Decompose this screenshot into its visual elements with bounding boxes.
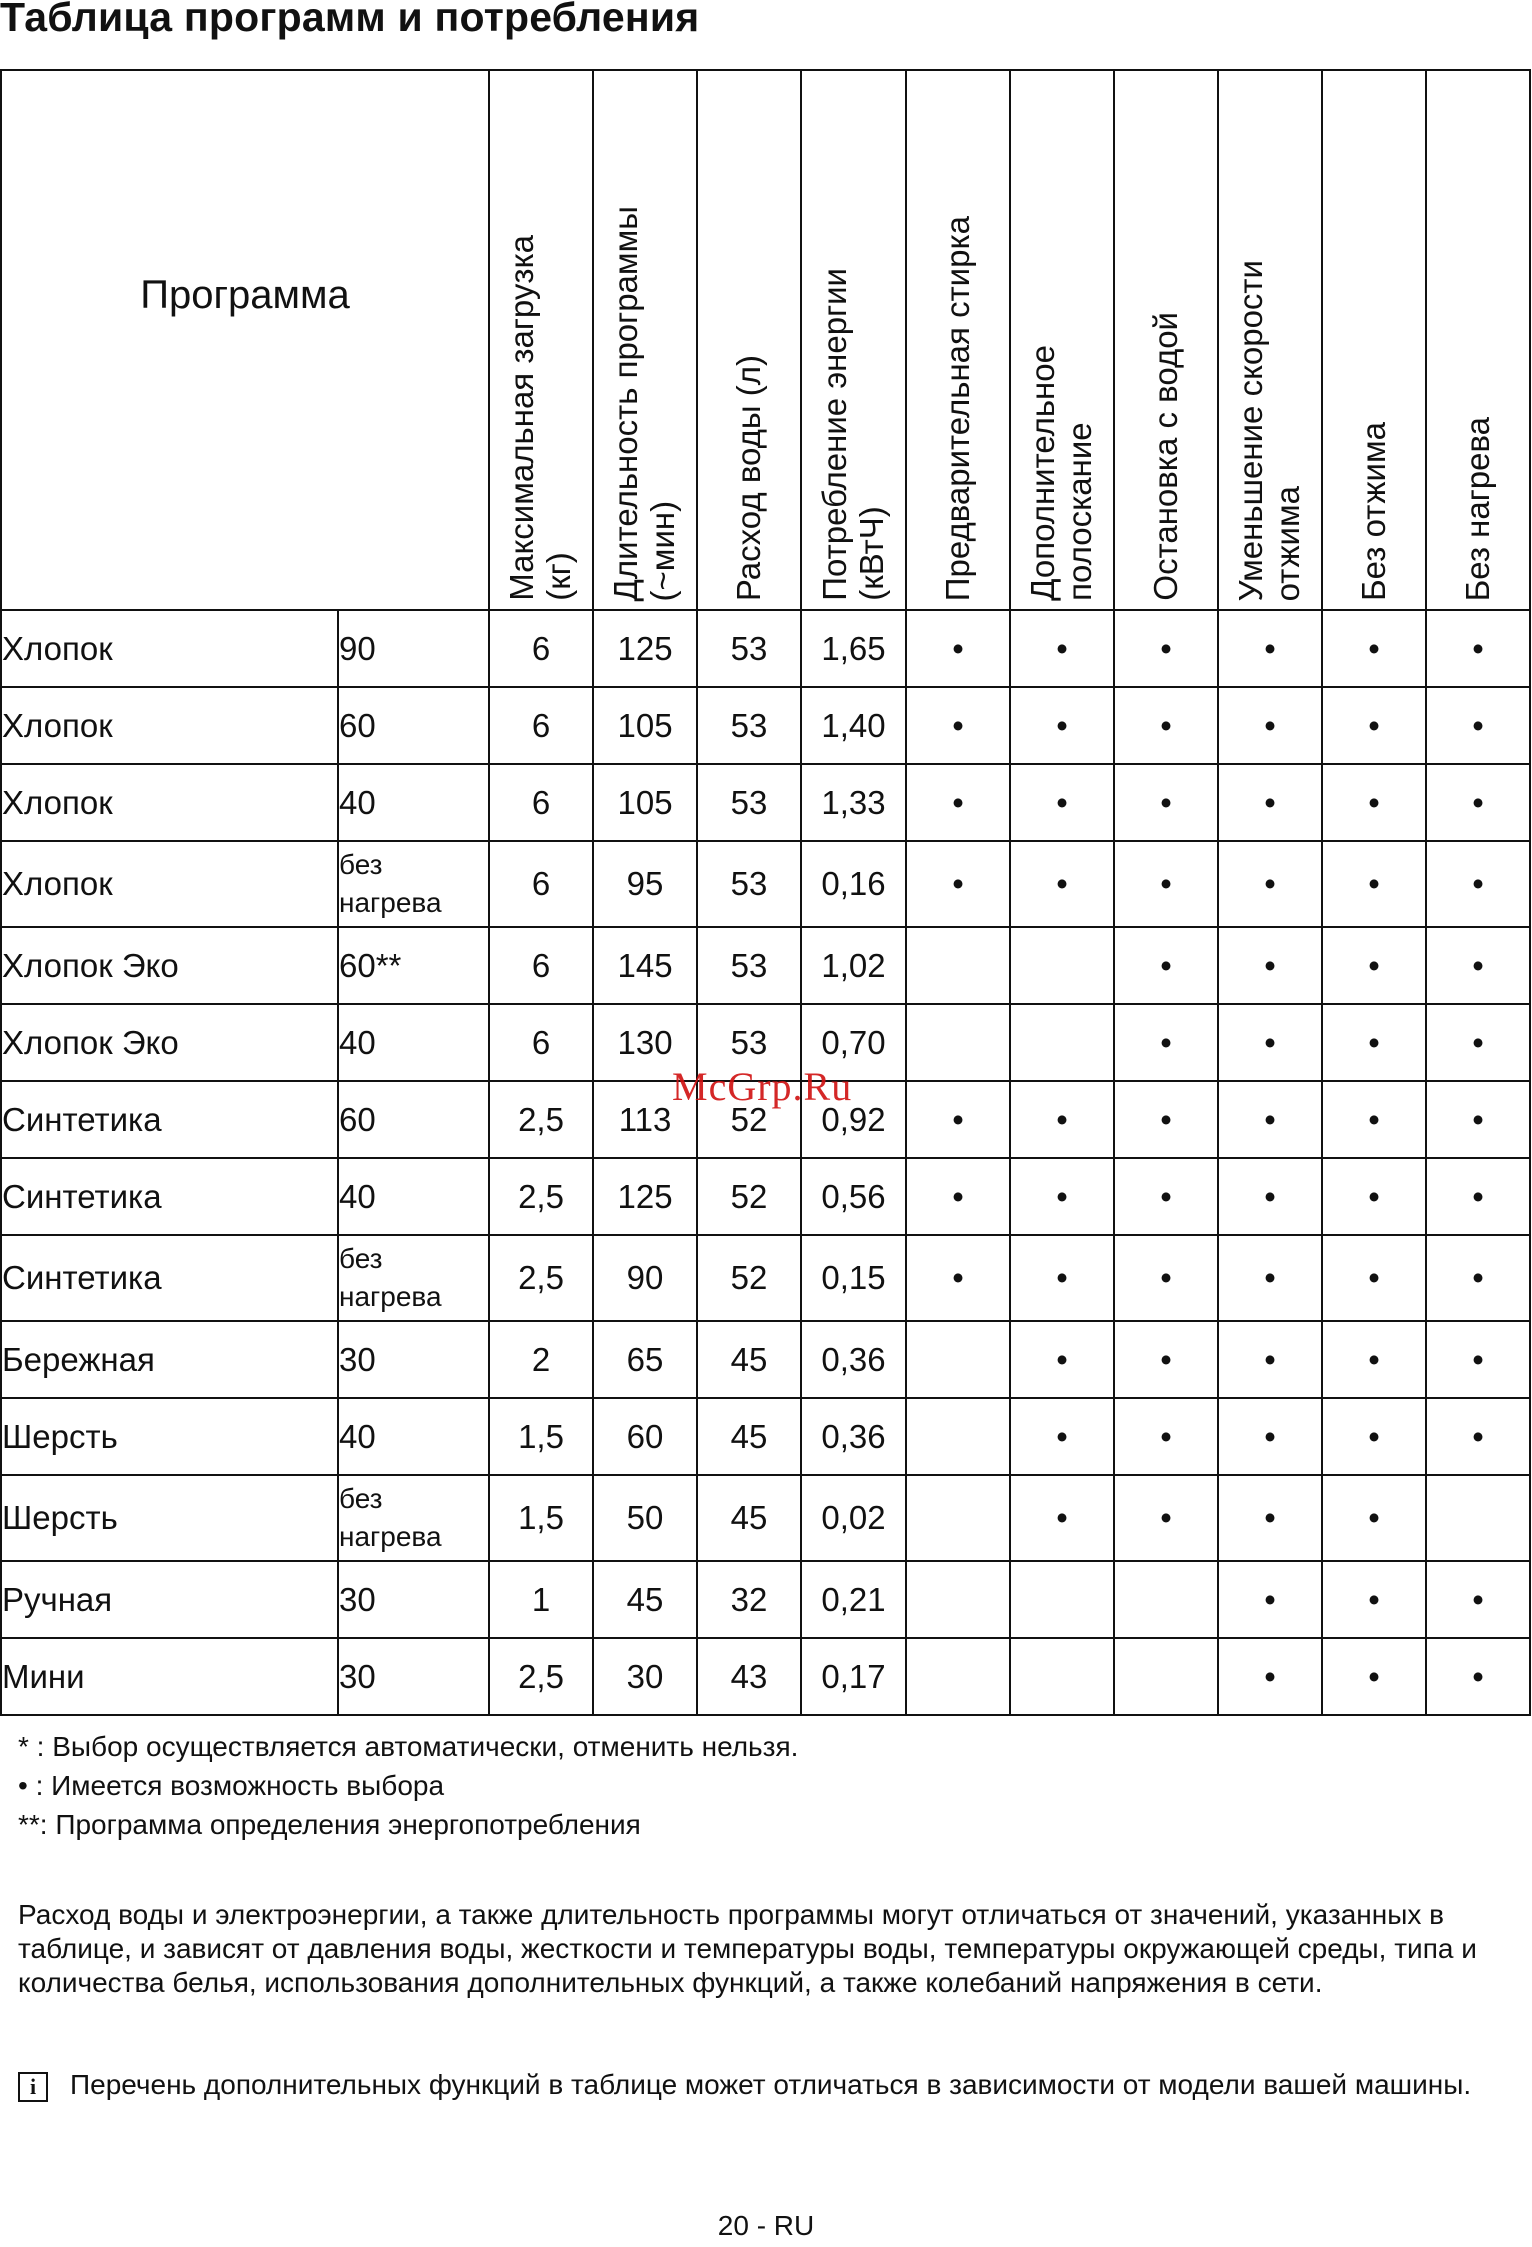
column-header: Остановка с водой bbox=[1114, 70, 1218, 610]
table-header-row bbox=[1, 70, 1530, 610]
option-cell: • bbox=[1218, 1561, 1322, 1638]
water-cell: 53 bbox=[697, 927, 801, 1004]
load-cell: 2,5 bbox=[489, 1235, 593, 1321]
option-cell: • bbox=[1322, 1398, 1426, 1475]
energy-cell: 0,15 bbox=[801, 1235, 906, 1321]
option-cell: • bbox=[1218, 841, 1322, 927]
option-cell: • bbox=[1114, 1158, 1218, 1235]
option-cell: • bbox=[1426, 1321, 1530, 1398]
program-name-cell: Хлопок bbox=[1, 764, 338, 841]
load-cell: 6 bbox=[489, 610, 593, 687]
option-cell: • bbox=[1010, 610, 1114, 687]
option-cell: • bbox=[1322, 1158, 1426, 1235]
energy-cell: 0,36 bbox=[801, 1321, 906, 1398]
info-note bbox=[18, 2068, 1490, 2102]
table-row bbox=[1, 1235, 1530, 1321]
option-cell: • bbox=[906, 1235, 1010, 1321]
temperature-cell: без нагрева bbox=[338, 1235, 489, 1321]
table-row bbox=[1, 1561, 1530, 1638]
option-cell: • bbox=[1218, 927, 1322, 1004]
temperature-cell: 40 bbox=[338, 1398, 489, 1475]
option-cell: • bbox=[1010, 1081, 1114, 1158]
option-cell: • bbox=[1218, 1321, 1322, 1398]
option-cell: • bbox=[1114, 841, 1218, 927]
water-cell: 52 bbox=[697, 1235, 801, 1321]
option-cell: • bbox=[1322, 841, 1426, 927]
option-cell: • bbox=[906, 610, 1010, 687]
option-cell bbox=[1114, 1561, 1218, 1638]
table-row bbox=[1, 841, 1530, 927]
program-name-cell: Хлопок bbox=[1, 841, 338, 927]
column-header: Длительность программы (~мин) bbox=[593, 70, 697, 610]
duration-cell: 145 bbox=[593, 927, 697, 1004]
temperature-cell: 40 bbox=[338, 764, 489, 841]
program-name-cell: Синтетика bbox=[1, 1158, 338, 1235]
water-cell: 45 bbox=[697, 1321, 801, 1398]
temperature-cell: 30 bbox=[338, 1638, 489, 1715]
table-row bbox=[1, 1158, 1530, 1235]
option-cell: • bbox=[1322, 1638, 1426, 1715]
duration-cell: 65 bbox=[593, 1321, 697, 1398]
option-cell: • bbox=[1218, 610, 1322, 687]
option-cell bbox=[906, 927, 1010, 1004]
program-name-cell: Синтетика bbox=[1, 1081, 338, 1158]
energy-cell: 0,70 bbox=[801, 1004, 906, 1081]
energy-cell: 1,02 bbox=[801, 927, 906, 1004]
option-cell: • bbox=[1114, 1475, 1218, 1561]
duration-cell: 30 bbox=[593, 1638, 697, 1715]
temperature-cell: 60** bbox=[338, 927, 489, 1004]
option-cell: • bbox=[1010, 841, 1114, 927]
load-cell: 1 bbox=[489, 1561, 593, 1638]
table-row bbox=[1, 927, 1530, 1004]
temperature-cell: без нагрева bbox=[338, 841, 489, 927]
load-cell: 6 bbox=[489, 764, 593, 841]
option-cell: • bbox=[1426, 1158, 1530, 1235]
option-cell: • bbox=[1426, 841, 1530, 927]
option-cell: • bbox=[1218, 1475, 1322, 1561]
page-title: Таблица программ и потребления bbox=[0, 0, 700, 40]
option-cell: • bbox=[1218, 1398, 1322, 1475]
option-cell: • bbox=[1322, 687, 1426, 764]
water-cell: 43 bbox=[697, 1638, 801, 1715]
duration-cell: 95 bbox=[593, 841, 697, 927]
column-header: Расход воды (л) bbox=[697, 70, 801, 610]
option-cell: • bbox=[1322, 1004, 1426, 1081]
page-number: 20 - RU bbox=[717, 2210, 815, 2241]
energy-cell: 0,92 bbox=[801, 1081, 906, 1158]
option-cell: • bbox=[906, 841, 1010, 927]
temperature-cell: 40 bbox=[338, 1004, 489, 1081]
option-cell: • bbox=[1322, 764, 1426, 841]
column-header: Потребление энергии (кВтЧ) bbox=[801, 70, 906, 610]
option-cell: • bbox=[906, 1081, 1010, 1158]
option-cell: • bbox=[1322, 927, 1426, 1004]
option-cell: • bbox=[1322, 1081, 1426, 1158]
water-cell: 53 bbox=[697, 687, 801, 764]
load-cell: 1,5 bbox=[489, 1475, 593, 1561]
program-name-cell: Хлопок bbox=[1, 610, 338, 687]
option-cell: • bbox=[1426, 927, 1530, 1004]
program-name-cell: Бережная bbox=[1, 1321, 338, 1398]
option-cell: • bbox=[1218, 1004, 1322, 1081]
temperature-cell: без нагрева bbox=[338, 1475, 489, 1561]
duration-cell: 45 bbox=[593, 1561, 697, 1638]
energy-cell: 0,36 bbox=[801, 1398, 906, 1475]
option-cell: • bbox=[1218, 1081, 1322, 1158]
option-cell bbox=[906, 1561, 1010, 1638]
option-cell: • bbox=[1114, 1004, 1218, 1081]
option-cell: • bbox=[1426, 1004, 1530, 1081]
option-cell bbox=[906, 1398, 1010, 1475]
note-energy-program: **: Программа определения энергопотребления bbox=[18, 1809, 641, 1840]
water-cell: 53 bbox=[697, 1004, 801, 1081]
duration-cell: 113 bbox=[593, 1081, 697, 1158]
note-selectable: • : Имеется возможность выбора bbox=[18, 1770, 445, 1801]
table-body bbox=[1, 610, 1530, 1715]
duration-cell: 50 bbox=[593, 1475, 697, 1561]
load-cell: 6 bbox=[489, 927, 593, 1004]
table-row bbox=[1, 1638, 1530, 1715]
load-cell: 2,5 bbox=[489, 1081, 593, 1158]
table-row bbox=[1, 1321, 1530, 1398]
duration-cell: 125 bbox=[593, 610, 697, 687]
water-cell: 32 bbox=[697, 1561, 801, 1638]
table-row bbox=[1, 1398, 1530, 1475]
note-auto: * : Выбор осуществляется автоматически, отменить нельзя. bbox=[18, 1731, 799, 1762]
option-cell: • bbox=[1114, 687, 1218, 764]
program-table bbox=[0, 69, 1531, 1716]
option-cell: • bbox=[906, 1158, 1010, 1235]
table-row bbox=[1, 764, 1530, 841]
watermark: McGrp.Ru bbox=[672, 1064, 853, 1109]
water-cell: 53 bbox=[697, 610, 801, 687]
option-cell bbox=[906, 1321, 1010, 1398]
option-cell: • bbox=[1426, 1235, 1530, 1321]
temperature-cell: 30 bbox=[338, 1561, 489, 1638]
energy-cell: 0,17 bbox=[801, 1638, 906, 1715]
temperature-cell: 30 bbox=[338, 1321, 489, 1398]
option-cell: • bbox=[1114, 764, 1218, 841]
temperature-cell: 90 bbox=[338, 610, 489, 687]
option-cell: • bbox=[1322, 1475, 1426, 1561]
program-name-cell: Шерсть bbox=[1, 1398, 338, 1475]
water-cell: 53 bbox=[697, 841, 801, 927]
option-cell: • bbox=[1426, 1561, 1530, 1638]
column-header: Без отжима bbox=[1322, 70, 1426, 610]
option-cell: • bbox=[1322, 610, 1426, 687]
option-cell bbox=[906, 1004, 1010, 1081]
load-cell: 2,5 bbox=[489, 1638, 593, 1715]
table-row bbox=[1, 1475, 1530, 1561]
option-cell: • bbox=[1218, 1158, 1322, 1235]
option-cell: • bbox=[1322, 1235, 1426, 1321]
option-cell: • bbox=[1218, 1235, 1322, 1321]
option-cell bbox=[906, 1475, 1010, 1561]
table-row bbox=[1, 687, 1530, 764]
load-cell: 2 bbox=[489, 1321, 593, 1398]
load-cell: 6 bbox=[489, 1004, 593, 1081]
water-cell: 45 bbox=[697, 1398, 801, 1475]
option-cell bbox=[1010, 1638, 1114, 1715]
duration-cell: 60 bbox=[593, 1398, 697, 1475]
temperature-cell: 60 bbox=[338, 687, 489, 764]
option-cell bbox=[1114, 1638, 1218, 1715]
program-name-cell: Синтетика bbox=[1, 1235, 338, 1321]
duration-cell: 105 bbox=[593, 764, 697, 841]
program-name-cell: Хлопок bbox=[1, 687, 338, 764]
temperature-cell: 60 bbox=[338, 1081, 489, 1158]
option-cell: • bbox=[1010, 1321, 1114, 1398]
option-cell: • bbox=[1426, 764, 1530, 841]
duration-cell: 105 bbox=[593, 687, 697, 764]
program-column-header: Программа bbox=[1, 70, 489, 610]
option-cell: • bbox=[1114, 610, 1218, 687]
water-cell: 45 bbox=[697, 1475, 801, 1561]
legend-notes bbox=[18, 1727, 798, 1844]
table-row bbox=[1, 610, 1530, 687]
option-cell: • bbox=[1114, 927, 1218, 1004]
energy-cell: 0,56 bbox=[801, 1158, 906, 1235]
option-cell bbox=[1010, 1561, 1114, 1638]
water-cell: 52 bbox=[697, 1081, 801, 1158]
option-cell: • bbox=[1114, 1321, 1218, 1398]
option-cell: • bbox=[1218, 1638, 1322, 1715]
load-cell: 6 bbox=[489, 841, 593, 927]
option-cell: • bbox=[1010, 1398, 1114, 1475]
energy-cell: 1,65 bbox=[801, 610, 906, 687]
option-cell: • bbox=[1426, 1081, 1530, 1158]
option-cell bbox=[1010, 927, 1114, 1004]
duration-cell: 125 bbox=[593, 1158, 697, 1235]
water-cell: 53 bbox=[697, 764, 801, 841]
option-cell: • bbox=[1322, 1561, 1426, 1638]
column-header: Максимальная загрузка (кг) bbox=[489, 70, 593, 610]
info-icon: i bbox=[18, 2072, 48, 2102]
program-name-cell: Ручная bbox=[1, 1561, 338, 1638]
option-cell: • bbox=[1114, 1235, 1218, 1321]
energy-cell: 0,16 bbox=[801, 841, 906, 927]
load-cell: 6 bbox=[489, 687, 593, 764]
energy-cell: 1,33 bbox=[801, 764, 906, 841]
option-cell: • bbox=[1114, 1398, 1218, 1475]
column-header: Без нагрева bbox=[1426, 70, 1530, 610]
program-name-cell: Мини bbox=[1, 1638, 338, 1715]
duration-cell: 130 bbox=[593, 1004, 697, 1081]
energy-cell: 0,21 bbox=[801, 1561, 906, 1638]
option-cell: • bbox=[1218, 687, 1322, 764]
duration-cell: 90 bbox=[593, 1235, 697, 1321]
option-cell: • bbox=[1322, 1321, 1426, 1398]
option-cell bbox=[1010, 1004, 1114, 1081]
option-cell bbox=[906, 1638, 1010, 1715]
option-cell: • bbox=[1010, 1158, 1114, 1235]
option-cell bbox=[1426, 1475, 1530, 1561]
program-name-cell: Хлопок Эко bbox=[1, 1004, 338, 1081]
option-cell: • bbox=[1010, 1235, 1114, 1321]
option-cell: • bbox=[1426, 1638, 1530, 1715]
option-cell: • bbox=[906, 687, 1010, 764]
load-cell: 2,5 bbox=[489, 1158, 593, 1235]
load-cell: 1,5 bbox=[489, 1398, 593, 1475]
option-cell: • bbox=[1426, 610, 1530, 687]
info-text: Перечень дополнительных функций в таблице может отличаться в зависимости от модели вашей машины. bbox=[70, 2069, 1472, 2100]
energy-cell: 1,40 bbox=[801, 687, 906, 764]
energy-cell: 0,02 bbox=[801, 1475, 906, 1561]
disclaimer-paragraph: Расход воды и электроэнергии, а также длительность программы могут отличаться от значений, указанных в таблице, и зависят от давления воды, жесткости и температуры воды, температуры окружающей среды, типа и количества белья, использования дополнительных функций, а также колебаний напряжения в сети. bbox=[18, 1899, 1477, 1998]
column-header: Предварительная стирка bbox=[906, 70, 1010, 610]
option-cell: • bbox=[1218, 764, 1322, 841]
option-cell: • bbox=[1010, 764, 1114, 841]
water-cell: 52 bbox=[697, 1158, 801, 1235]
column-header: Дополнительное полоскание bbox=[1010, 70, 1114, 610]
program-name-cell: Хлопок Эко bbox=[1, 927, 338, 1004]
column-header: Уменьшение скорости отжима bbox=[1218, 70, 1322, 610]
option-cell: • bbox=[1010, 1475, 1114, 1561]
option-cell: • bbox=[1426, 1398, 1530, 1475]
option-cell: • bbox=[906, 764, 1010, 841]
option-cell: • bbox=[1426, 687, 1530, 764]
option-cell: • bbox=[1114, 1081, 1218, 1158]
temperature-cell: 40 bbox=[338, 1158, 489, 1235]
program-name-cell: Шерсть bbox=[1, 1475, 338, 1561]
option-cell: • bbox=[1010, 687, 1114, 764]
